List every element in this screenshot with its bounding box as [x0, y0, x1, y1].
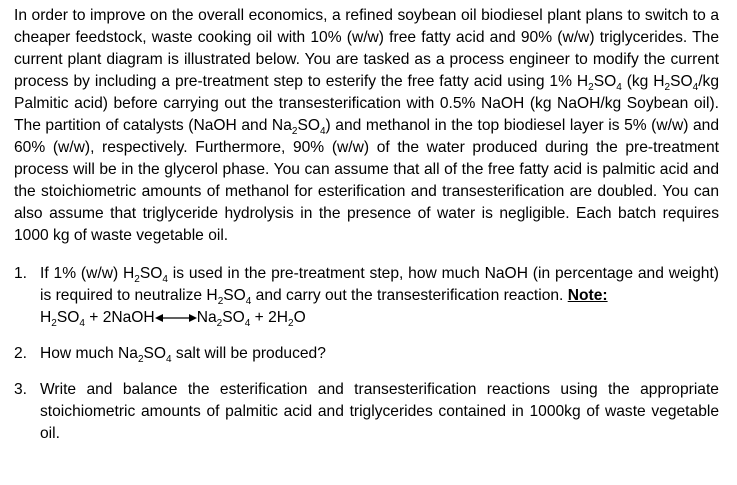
subscript: 4 [79, 318, 85, 330]
subscript: 4 [166, 354, 172, 366]
question-2 [14, 343, 719, 365]
text: If 1% (w/w) H [40, 265, 135, 282]
subscript: 2 [288, 318, 294, 330]
text: salt will be produced? [171, 345, 326, 362]
subscript: 2 [137, 354, 144, 366]
intro-text-4: SO [670, 73, 693, 90]
subscript: 2 [664, 82, 671, 94]
neutralization-equation [40, 307, 306, 329]
question-1-text [40, 265, 720, 308]
note-label: Note: [567, 287, 608, 304]
question-3-number: 3. [14, 381, 28, 398]
intro-text-5: /kg Palmitic acid) before carrying out the transesterification with 0.5% NaOH (kg NaOH/kg Soybean oil). The partition of catalysts (NaOH and Na [14, 73, 719, 134]
intro-text-2: SO [593, 73, 617, 90]
subscript: 2 [588, 82, 594, 94]
subscript: 4 [244, 318, 251, 330]
text: SO [223, 287, 246, 304]
question-2-number: 2. [14, 345, 28, 362]
text: + 2NaOH [84, 309, 155, 326]
text: SO [139, 265, 163, 282]
text: H [40, 309, 52, 326]
text: and carry out the transesterification reaction. [251, 287, 568, 304]
subscript: 2 [134, 274, 140, 286]
intro-text-3: (kg H [621, 73, 665, 90]
subscript: 2 [217, 296, 224, 308]
subscript: 4 [319, 126, 326, 138]
text: O [293, 309, 306, 326]
subscript: 4 [616, 82, 622, 94]
subscript: 4 [692, 82, 699, 94]
subscript: 2 [216, 318, 223, 330]
text: How much Na [40, 345, 138, 362]
text: SO [143, 345, 167, 362]
intro-text-7: ) and methanol in the top biodiesel layer is 5% (w/w) and 60% (w/w), respectively. Furthermore, 90% (w/w) of the water produced during the pre-treatment process will be in the glycerol phase. You can assume that all of the free fatty acid is palmitic acid and the stoichiometric amounts of methanol for esterification and transesterification are doubled. You can also assume that triglyceride hydrolysis in the presence of water is negligible. Each batch requires 1000 kg of waste vegetable oil. [14, 117, 719, 244]
subscript: 4 [162, 274, 168, 286]
text: Na [196, 309, 217, 326]
intro-paragraph [14, 5, 719, 247]
question-1-number: 1. [14, 265, 28, 282]
question-1 [14, 263, 719, 329]
text: SO [222, 309, 245, 326]
question-2-text [40, 345, 326, 366]
double-arrow-icon [155, 313, 197, 323]
intro-text-1: In order to improve on the overall economics, a refined soybean oil biodiesel plant plans to switch to a cheaper feedstock, waste cooking oil with 10% (w/w) free fatty acid and 90% (w/w) triglycerides. The current plant diagram is illustrated below. You are tasked as a process engineer to modify the current process by including a pre-treatment step to esterify the free fatty acid using 1% H [14, 7, 719, 90]
intro-text-6: SO [297, 117, 320, 134]
subscript: 2 [291, 126, 298, 138]
text: is used in the pre-treatment step, how much NaOH (in percentage and weight) is required to neutralize H [40, 265, 720, 304]
text: + 2H [250, 309, 289, 326]
question-3-text: Write and balance the esterification and transesterification reactions using the appropriate stoichiometric amounts of palmitic acid and triglycerides contained in 1000kg of waste vegetable oil. [40, 381, 719, 442]
text: SO [56, 309, 80, 326]
question-list [14, 263, 719, 445]
question-3 [14, 379, 719, 445]
subscript: 2 [51, 318, 57, 330]
subscript: 4 [245, 296, 252, 308]
